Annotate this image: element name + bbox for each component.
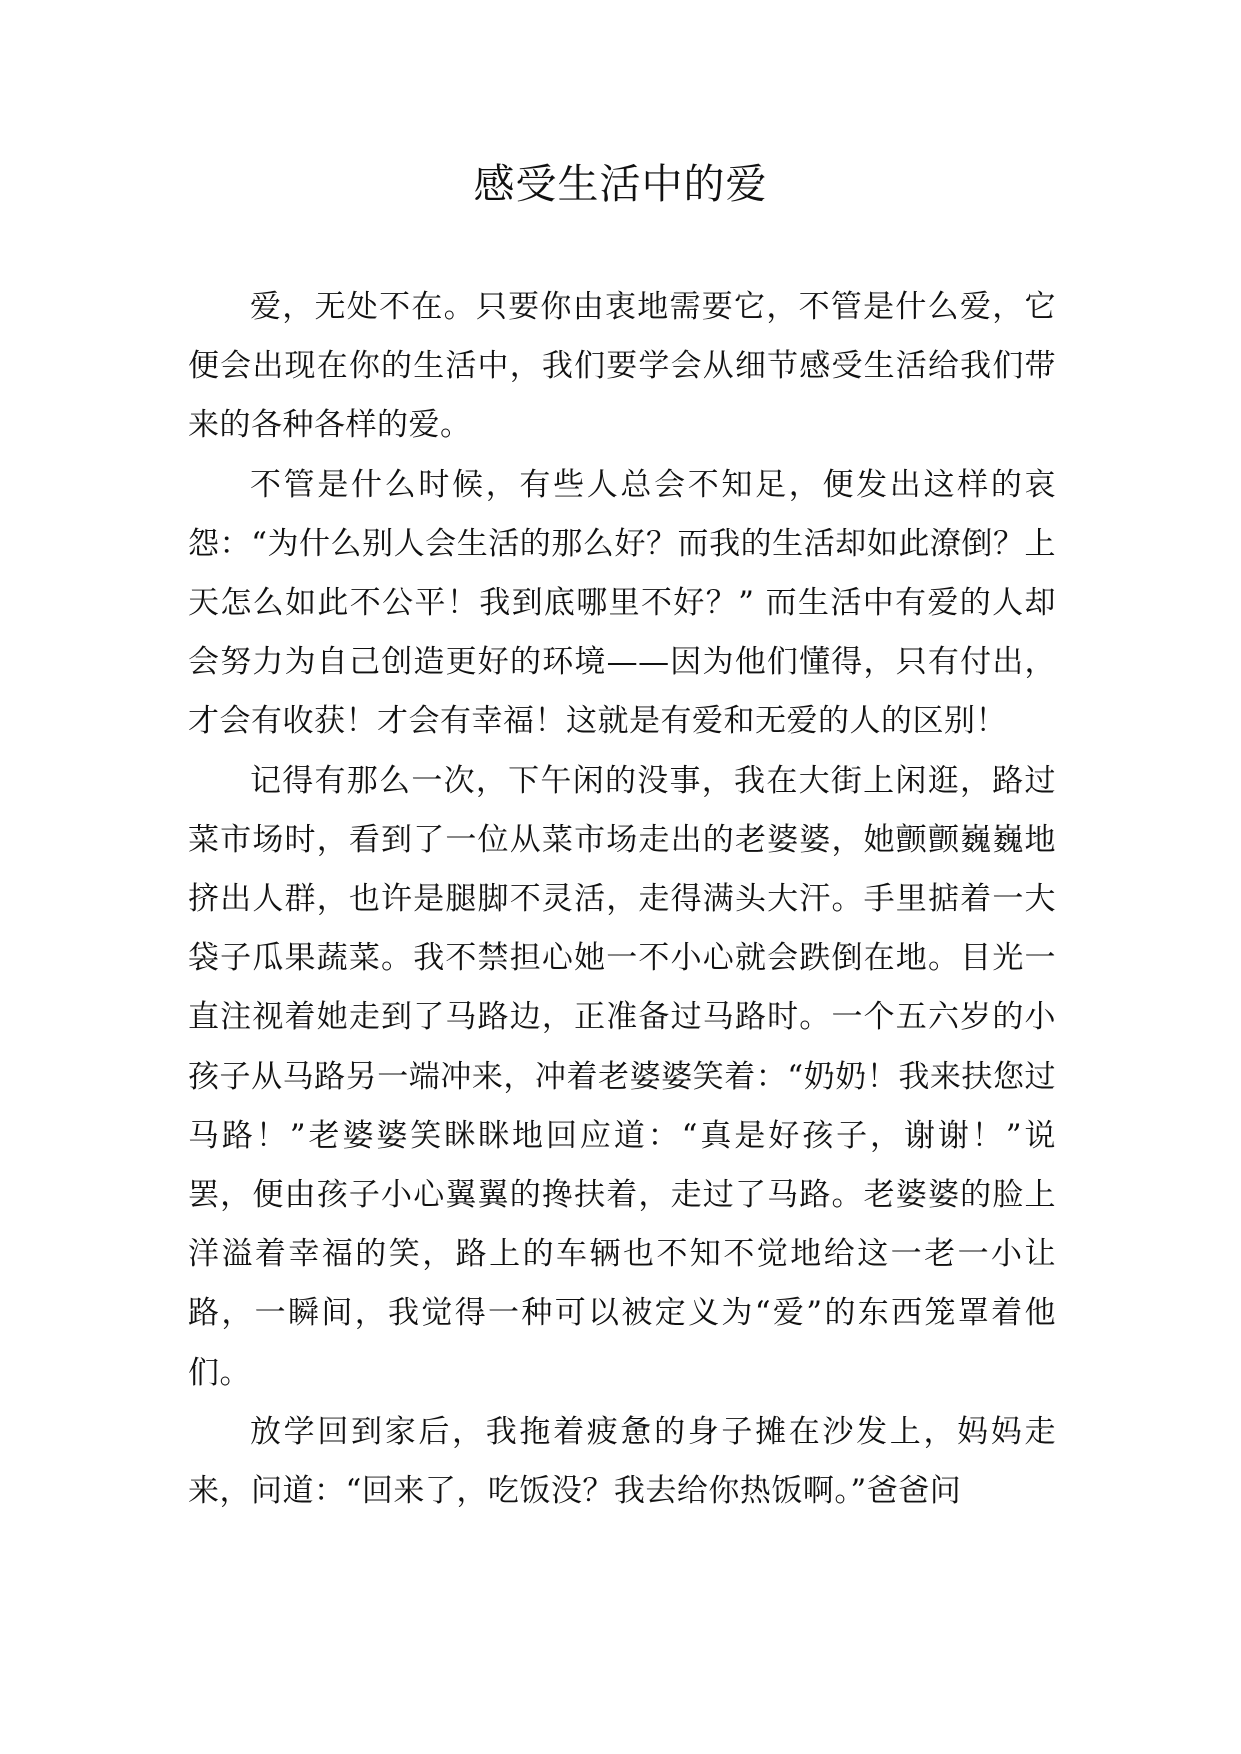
- paragraph-4: 放学回到家后，我拖着疲惫的身子摊在沙发上，妈妈走来，问道：“回来了，吃饭没？我去给你热饭啊。”爸爸问: [188, 1413, 1056, 1510]
- paragraph-3: 记得有那么一次，下午闲的没事，我在大街上闲逛，路过菜市场时，看到了一位从菜市场走出的老婆婆，她颤颤巍巍地挤出人群，也许是腿脚不灵活，走得满头大汗。手里掂着一大袋子瓜果蔬菜。我不禁担心她一不小心就会跌倒在地。目光一直注视着她走到了马路边，正准备过马路时。一个五六岁的小孩子从马路另一端冲来，冲着老婆婆笑着：“奶奶！我来扶您过马路！”老婆婆笑眯眯地回应道：“真是好孩子，谢谢！”说罢，便由孩子小心翼翼的搀扶着，走过了马路。老婆婆的脸上洋溢着幸福的笑，路上的车辆也不知不觉地给这一老一小让路，一瞬间，我觉得一种可以被定义为“爱”的东西笼罩着他们。: [188, 762, 1056, 1391]
- paragraph-1: 爱，无处不在。只要你由衷地需要它，不管是什么爱，它便会出现在你的生活中，我们要学会从细节感受生活给我们带来的各种各样的爱。: [188, 289, 1056, 444]
- document-body: [188, 278, 1056, 1521]
- document-title: 感受生活中的爱: [473, 160, 768, 208]
- paragraph-2: 不管是什么时候，有些人总会不知足，便发出这样的哀怨：“为什么别人会生活的那么好？而我的生活却如此潦倒？上天怎么如此不公平！我到底哪里不好？” 而生活中有爱的人却会努力为自己创造更好的环境——因为他们懂得，只有付出，才会有收获！才会有幸福！这就是有爱和无爱的人的区别！: [188, 466, 1056, 740]
